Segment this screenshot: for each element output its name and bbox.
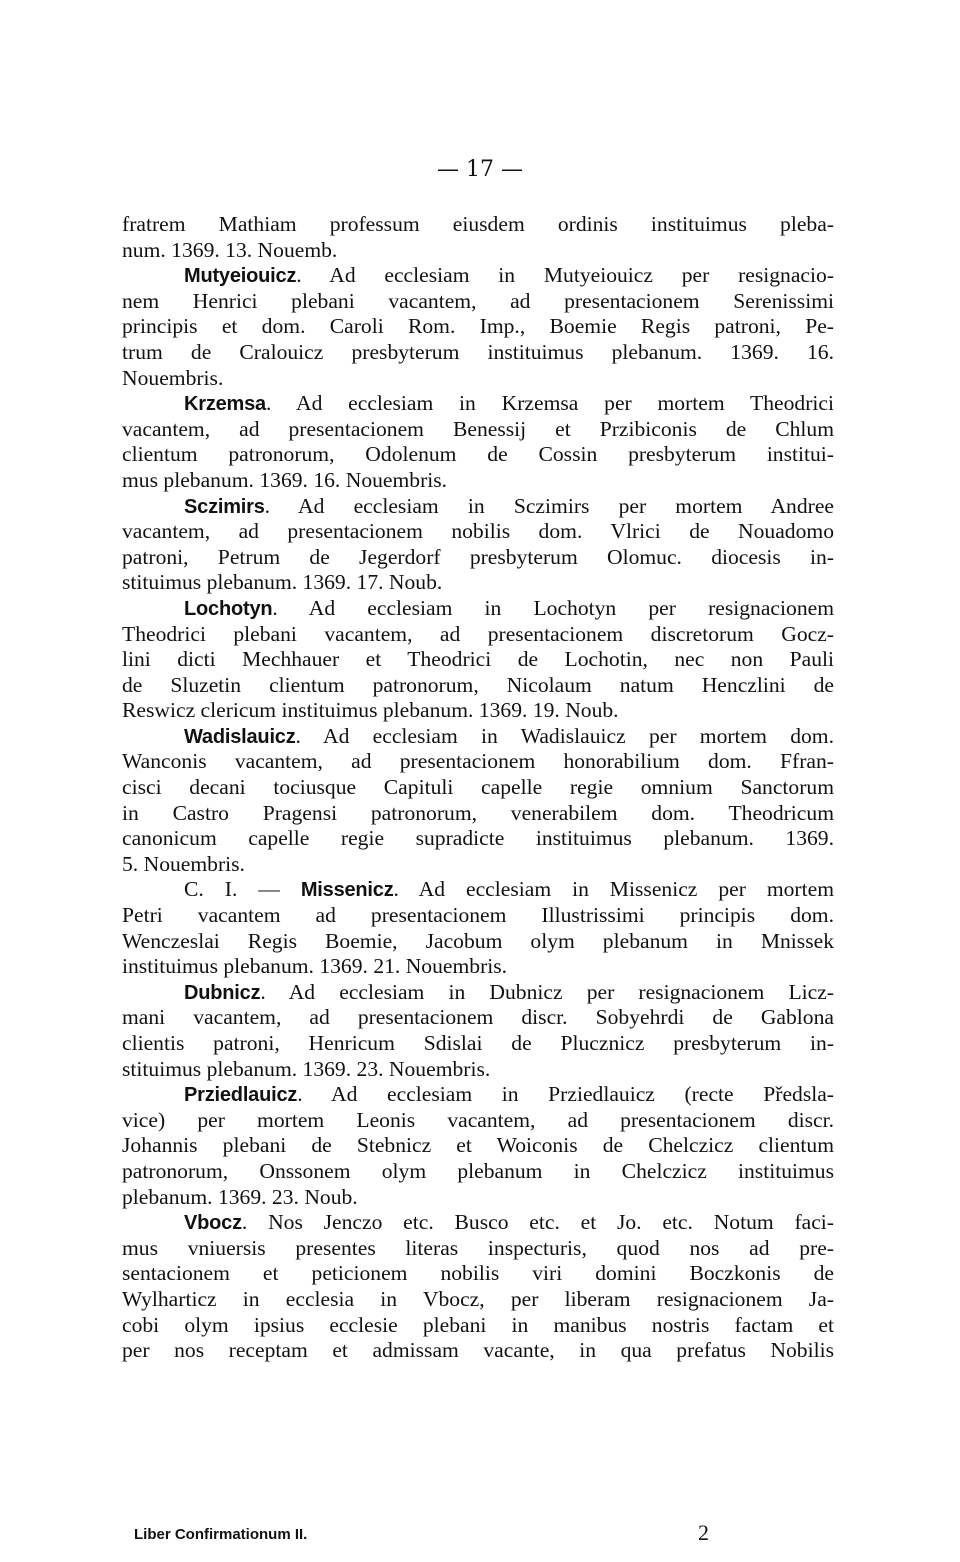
text-line (122, 852, 834, 878)
text-line (122, 1236, 834, 1262)
text-line (122, 289, 834, 315)
line-text: patroni, Petrum de Jegerdorf presbyterum Olomuc. diocesis in- (122, 544, 834, 569)
text-line (122, 1185, 834, 1211)
line-text: patronorum, Onssonem olym plebanum in Chelczicz instituimus (122, 1158, 834, 1183)
text-line (122, 1108, 834, 1134)
line-text: . Ad ecclesiam in Missenicz per mortem (393, 877, 834, 902)
text-line (122, 929, 834, 955)
line-text: mus plebanum. 1369. 16. Nouembris. (122, 467, 448, 492)
line-text: mani vacantem, ad presentacionem discr. Sobyehrdi de Gablona (122, 1005, 834, 1030)
line-text: cisci decani tociusque Capituli capelle regie omnium Sanctorum (122, 775, 834, 800)
text-line (122, 1005, 834, 1031)
text-line (122, 366, 834, 392)
text-line (122, 212, 834, 238)
line-text: . Ad ecclesiam in Prziedlauicz (recte Předsla- (297, 1082, 834, 1107)
line-text: vice) per mortem Leonis vacantem, ad presentacionem discr. (122, 1107, 834, 1132)
text-line (122, 468, 834, 494)
entry-heading: Mutyeiouicz (184, 265, 297, 288)
footer-sheet-number: 2 (698, 1520, 709, 1545)
line-text: stituimus plebanum. 1369. 17. Noub. (122, 570, 443, 595)
text-line (122, 1313, 834, 1339)
line-text: stituimus plebanum. 1369. 23. Nouembris. (122, 1056, 491, 1081)
line-text: . Nos Jenczo etc. Busco etc. et Jo. etc. Notum faci- (241, 1210, 834, 1235)
line-text: Wylharticz in ecclesia in Vbocz, per liberam resignacionem Ja- (122, 1286, 834, 1311)
line-text: Johannis plebani de Stebnicz et Woiconis de Chelczicz clientum (122, 1133, 834, 1158)
text-line (122, 340, 834, 366)
line-text: vacantem, ad presentacionem Benessij et Przibiconis de Chlum (122, 416, 834, 441)
line-text: Wenczeslai Regis Boemie, Jacobum olym plebanum in Mnissek (122, 928, 834, 953)
line-text: sentacionem et peticionem nobilis viri domini Boczkonis de (122, 1261, 834, 1286)
text-line (122, 954, 834, 980)
entry-heading: Missenicz (300, 879, 394, 902)
page-footer (122, 1520, 834, 1556)
text-line (122, 775, 834, 801)
line-text: mus vniuersis presentes literas inspecturis, quod nos ad pre- (122, 1235, 834, 1260)
entry-heading: Prziedlauicz (184, 1084, 298, 1107)
footer-signature: Liber Confirmationum II. (134, 1526, 308, 1543)
line-text: canonicum capelle regie supradicte instituimus plebanum. 1369. (122, 826, 834, 851)
body-text (122, 212, 834, 1364)
entry-heading: Dubnicz (184, 981, 261, 1004)
text-line (122, 545, 834, 571)
entry-heading: Lochotyn (184, 597, 273, 620)
page-number: — 17 — (437, 157, 523, 182)
line-text: clientum patronorum, Odolenum de Cossin presbyterum institui- (122, 442, 834, 467)
text-line (122, 1210, 834, 1236)
text-line (122, 596, 834, 622)
line-text: . Ad ecclesiam in Lochotyn per resignacionem (272, 595, 834, 620)
line-text: . Ad ecclesiam in Mutyeiouicz per resignacio- (296, 263, 834, 288)
line-text: Reswicz clericum instituimus plebanum. 1369. 19. Noub. (122, 698, 619, 723)
text-line (122, 673, 834, 699)
text-line (122, 1082, 834, 1108)
text-line (122, 1031, 834, 1057)
text-line (122, 1133, 834, 1159)
text-line (122, 1261, 834, 1287)
text-line (122, 442, 834, 468)
line-text: 5. Nouembris. (122, 851, 245, 876)
text-line (122, 1287, 834, 1313)
text-line (122, 263, 834, 289)
entry-heading: Wadislauicz (184, 725, 296, 748)
line-text: . Ad ecclesiam in Wadislauicz per mortem dom. (295, 723, 834, 748)
line-text: Theodrici plebani vacantem, ad presentacionem discretorum Gocz- (122, 621, 834, 646)
line-text: nem Henrici plebani vacantem, ad presentacionem Serenissimi (122, 288, 834, 313)
text-line (122, 391, 834, 417)
line-text: Wanconis vacantem, ad presentacionem honorabilium dom. Ffran- (122, 749, 834, 774)
entry-heading: Krzemsa (184, 393, 266, 416)
entry-prefix: C. I. — (184, 877, 301, 902)
text-line (122, 519, 834, 545)
line-text: trum de Cralouicz presbyterum instituimus plebanum. 1369. 16. (122, 339, 834, 364)
line-text: . Ad ecclesiam in Dubnicz per resignacionem Licz- (260, 979, 834, 1004)
text-line (122, 801, 834, 827)
line-text: plebanum. 1369. 23. Noub. (122, 1184, 358, 1209)
line-text: Nouembris. (122, 365, 224, 390)
line-text: Petri vacantem ad presentacionem Illustrissimi principis dom. (122, 903, 834, 928)
text-line (122, 826, 834, 852)
text-line (122, 698, 834, 724)
line-text: fratrem Mathiam professum eiusdem ordinis instituimus pleba- (122, 212, 834, 236)
text-line (122, 494, 834, 520)
text-line (122, 622, 834, 648)
text-line (122, 749, 834, 775)
text-line (122, 980, 834, 1006)
text-line (122, 1159, 834, 1185)
line-text: de Sluzetin clientum patronorum, Nicolaum natum Henczlini de (122, 672, 834, 697)
text-line (122, 903, 834, 929)
text-line (122, 570, 834, 596)
line-text: principis et dom. Caroli Rom. Imp., Boemie Regis patroni, Pe- (122, 314, 834, 339)
text-line (122, 238, 834, 264)
text-line (122, 1057, 834, 1083)
line-text: per nos receptam et admissam vacante, in qua prefatus Nobilis (122, 1338, 834, 1363)
text-line (122, 877, 834, 903)
line-text: cobi olym ipsius ecclesie plebani in manibus nostris factam et (122, 1312, 834, 1337)
entry-heading: Sczimirs (184, 495, 265, 518)
line-text: lini dicti Mechhauer et Theodrici de Lochotin, nec non Pauli (122, 647, 834, 672)
text-line (122, 1338, 834, 1364)
text-line (122, 314, 834, 340)
line-text: clientis patroni, Henricum Sdislai de Plucznicz presbyterum in- (122, 1031, 834, 1055)
line-text: instituimus plebanum. 1369. 21. Nouembris. (122, 954, 508, 979)
line-text: vacantem, ad presentacionem nobilis dom. Vlrici de Nouadomo (122, 519, 834, 544)
line-text: num. 1369. 13. Nouemb. (122, 237, 338, 262)
text-line (122, 417, 834, 443)
line-text: . Ad ecclesiam in Sczimirs per mortem Andree (264, 493, 834, 518)
line-text: in Castro Pragensi patronorum, venerabilem dom. Theodricum (122, 800, 834, 825)
entry-heading: Vbocz (184, 1212, 242, 1235)
text-line (122, 724, 834, 750)
line-text: . Ad ecclesiam in Krzemsa per mortem Theodrici (265, 391, 834, 416)
text-line (122, 647, 834, 673)
